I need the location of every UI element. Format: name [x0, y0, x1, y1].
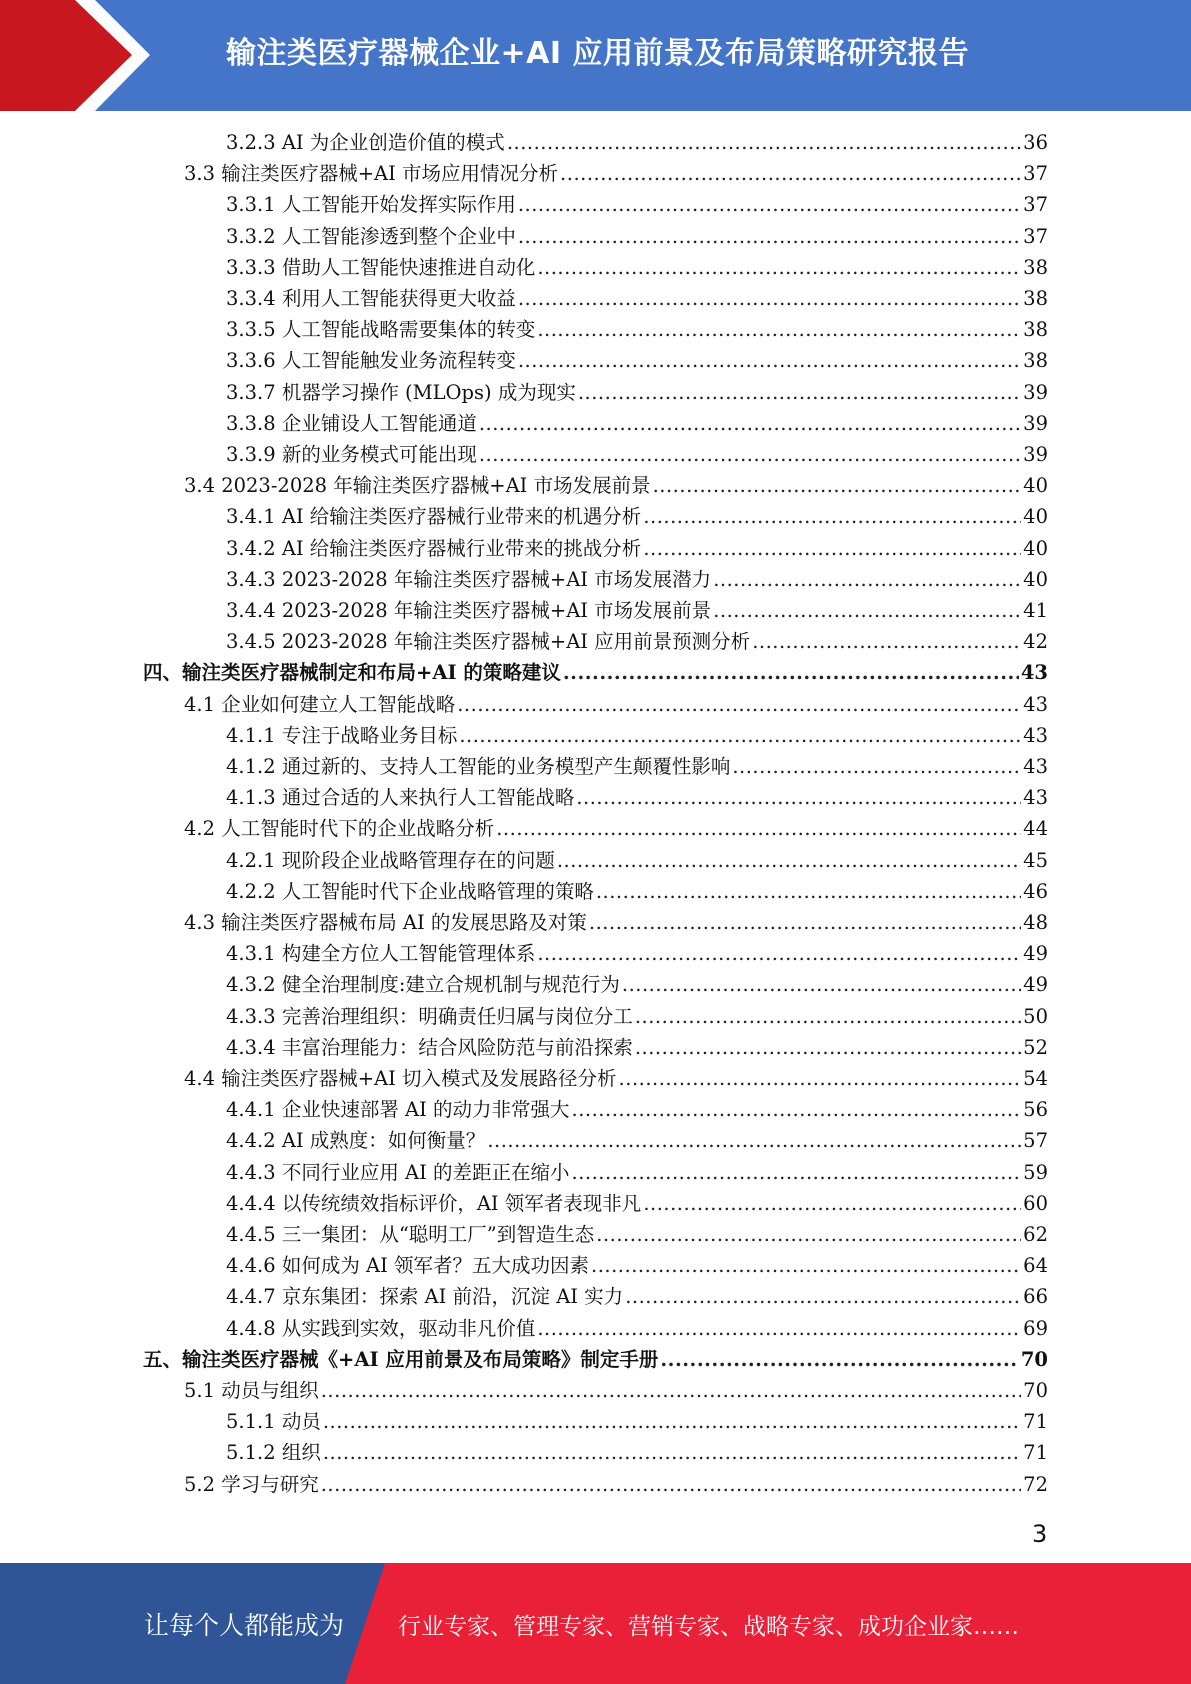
toc-entry[interactable] [226, 189, 1048, 220]
toc-entry-label: 3.3.3 借助人工智能快速推进自动化 [226, 255, 536, 279]
toc-entry-label: 4.2.2 人工智能时代下企业战略管理的策略 [226, 879, 594, 903]
toc-dot-leader [572, 1094, 1022, 1125]
toc-dot-leader [507, 127, 1021, 158]
toc-entry-label: 4.1 企业如何建立人工智能战略 [184, 692, 456, 716]
toc-entry-label: 4.4.4 以传统绩效指标评价，AI 领军者表现非凡 [226, 1191, 642, 1215]
toc-entry-page: 43 [1020, 661, 1048, 685]
toc-entry-page: 37 [1023, 162, 1048, 186]
toc-entry-label: 4.3.3 完善治理组织：明确责任归属与岗位分工 [226, 1004, 633, 1028]
toc-dot-leader [560, 158, 1021, 189]
toc-entry[interactable] [226, 1094, 1048, 1125]
toc-dot-leader [537, 314, 1021, 345]
toc-entry[interactable] [226, 1406, 1048, 1437]
toc-entry[interactable] [226, 439, 1048, 470]
toc-entry-label: 3.4.1 AI 给输注类医疗器械行业带来的机遇分析 [226, 505, 642, 529]
toc-dot-leader [518, 221, 1021, 252]
toc-dot-leader [596, 1219, 1021, 1250]
toc-entry-label: 3.3.2 人工智能渗透到整个企业中 [226, 224, 516, 248]
toc-dot-leader [653, 470, 1022, 501]
toc-entry-page: 48 [1023, 911, 1048, 934]
toc-entry[interactable] [226, 938, 1048, 969]
toc-dot-leader [596, 876, 1021, 907]
toc-entry-page: 70 [1023, 1379, 1048, 1402]
toc-entry-label: 3.4.4 2023-2028 年输注类医疗器械+AI 市场发展前景 [226, 599, 712, 622]
toc-entry[interactable] [226, 1219, 1048, 1250]
page-header [0, 0, 1191, 111]
toc-entry-page: 49 [1023, 942, 1048, 966]
toc-entry[interactable] [226, 283, 1048, 314]
toc-entry-page: 56 [1023, 1098, 1048, 1122]
toc-entry-label: 4.2 人工智能时代下的企业战略分析 [184, 817, 495, 841]
toc-dot-leader [518, 283, 1021, 314]
toc-entry[interactable] [143, 1344, 1048, 1375]
toc-entry-label: 4.4.3 不同行业应用 AI 的差距正在缩小 [226, 1160, 570, 1184]
toc-dot-leader [572, 1157, 1022, 1188]
toc-entry-page: 45 [1023, 848, 1048, 872]
toc-dot-leader [713, 595, 1021, 626]
toc-entry-page: 57 [1023, 1129, 1048, 1153]
toc-dot-leader [479, 439, 1021, 470]
toc-dot-leader [537, 1313, 1021, 1344]
toc-entry-label: 3.3 输注类医疗器械+AI 市场应用情况分析 [184, 162, 559, 186]
toc-entry-label: 5.2 学习与研究 [184, 1472, 319, 1496]
toc-entry-label: 5.1.2 组织 [226, 1441, 321, 1465]
toc-dot-leader [622, 969, 1021, 1000]
toc-entry-label: 3.3.5 人工智能战略需要集体的转变 [226, 318, 536, 342]
toc-entry-page: 40 [1023, 474, 1048, 498]
toc-entry[interactable] [226, 564, 1048, 595]
toc-dot-leader [496, 813, 1021, 844]
toc-entry-page: 37 [1023, 193, 1048, 217]
toc-entry[interactable] [226, 1281, 1048, 1312]
toc-entry[interactable] [184, 1375, 1048, 1406]
toc-entry-label: 3.3.9 新的业务模式可能出现 [226, 443, 477, 466]
toc-entry-label: 5.1 动员与组织 [184, 1379, 319, 1402]
toc-entry-page: 38 [1023, 255, 1048, 279]
toc-dot-leader [589, 907, 1021, 938]
toc-entry[interactable] [226, 252, 1048, 283]
toc-entry-page: 49 [1023, 973, 1048, 997]
toc-dot-leader [321, 1375, 1021, 1406]
toc-entry-page: 41 [1023, 599, 1048, 622]
report-title: 输注类医疗器械企业+AI 应用前景及布局策略研究报告 [226, 36, 969, 71]
toc-entry-page: 54 [1023, 1067, 1048, 1090]
toc-dot-leader [479, 408, 1021, 439]
toc-entry-label: 4.1.3 通过合适的人来执行人工智能战略 [226, 786, 575, 810]
toc-entry-page: 52 [1023, 1035, 1048, 1059]
toc-entry[interactable] [226, 626, 1048, 657]
toc-dot-leader [323, 1406, 1021, 1437]
footer-slogan-left: 让每个人都能成为 [144, 1611, 345, 1640]
toc-entry-label: 3.3.1 人工智能开始发挥实际作用 [226, 193, 516, 217]
toc-dot-leader [732, 751, 1021, 782]
toc-entry-label: 3.4 2023-2028 年输注类医疗器械+AI 市场发展前景 [184, 474, 651, 498]
toc-entry[interactable] [184, 470, 1048, 501]
toc-entry-label: 4.2.1 现阶段企业战略管理存在的问题 [226, 848, 555, 872]
toc-entry-label: 3.3.6 人工智能触发业务流程转变 [226, 349, 516, 373]
toc-entry[interactable] [226, 533, 1048, 564]
toc-entry-label: 4.1.2 通过新的、支持人工智能的业务模型产生颠覆性影响 [226, 755, 731, 778]
toc-dot-leader [323, 1437, 1021, 1468]
toc-entry[interactable] [226, 1188, 1048, 1219]
toc-dot-leader [537, 938, 1021, 969]
toc-entry[interactable] [184, 813, 1048, 844]
toc-entry-page: 44 [1023, 817, 1048, 841]
toc-entry[interactable] [184, 907, 1048, 938]
toc-entry[interactable] [226, 1437, 1048, 1468]
toc-entry[interactable] [226, 1313, 1048, 1344]
toc-dot-leader [635, 1032, 1021, 1063]
footer-slogan-right: 行业专家、管理专家、营销专家、战略专家、成功企业家…… [398, 1614, 1019, 1640]
toc-entry-label: 4.4.2 AI 成熟度：如何衡量？ [226, 1129, 486, 1153]
toc-entry-page: 43 [1023, 755, 1048, 778]
toc-entry-page: 42 [1023, 630, 1048, 654]
toc-entry[interactable] [226, 969, 1048, 1000]
toc-entry[interactable] [226, 1125, 1048, 1156]
toc-entry-page: 40 [1023, 567, 1048, 591]
toc-entry-page: 43 [1023, 786, 1048, 810]
toc-entry-page: 66 [1023, 1285, 1048, 1309]
toc-entry[interactable] [226, 345, 1048, 376]
toc-entry-page: 39 [1023, 443, 1048, 466]
toc-entry-page: 46 [1023, 879, 1048, 903]
toc-entry-page: 50 [1023, 1004, 1048, 1028]
toc-dot-leader [576, 782, 1021, 813]
toc-entry-page: 38 [1023, 287, 1048, 310]
page-footer [0, 1563, 1191, 1684]
toc-dot-leader [518, 189, 1021, 220]
toc-entry-page: 62 [1023, 1223, 1048, 1246]
toc-entry-label: 3.4.5 2023-2028 年输注类医疗器械+AI 应用前景预测分析 [226, 630, 751, 654]
toc-entry-label: 4.4.5 三一集团：从“聪明工厂”到智造生态 [226, 1223, 595, 1246]
toc-dot-leader [643, 1188, 1021, 1219]
toc-entry-label: 4.4 输注类医疗器械+AI 切入模式及发展路径分析 [184, 1067, 617, 1090]
toc-dot-leader [563, 657, 1019, 688]
toc-dot-leader [660, 1344, 1018, 1375]
toc-dot-leader [518, 345, 1021, 376]
toc-entry[interactable] [226, 221, 1048, 252]
toc-entry-label: 4.4.6 如何成为 AI 领军者？五大成功因素 [226, 1254, 589, 1278]
toc-dot-leader [643, 501, 1021, 532]
toc-entry[interactable] [226, 1032, 1048, 1063]
toc-entry-page: 72 [1023, 1472, 1048, 1496]
toc-entry-page: 37 [1023, 224, 1048, 248]
toc-entry-page: 38 [1023, 349, 1048, 373]
toc-dot-leader [459, 720, 1021, 751]
toc-entry-label: 3.3.7 机器学习操作 (MLOps) 成为现实 [226, 380, 576, 404]
toc-dot-leader [591, 1250, 1021, 1281]
toc-entry-label: 3.4.3 2023-2028 年输注类医疗器械+AI 市场发展潜力 [226, 567, 712, 591]
toc-entry-page: 40 [1023, 536, 1048, 560]
toc-dot-leader [619, 1063, 1022, 1094]
toc-dot-leader [557, 845, 1021, 876]
toc-dot-leader [635, 1001, 1021, 1032]
toc-entry[interactable] [226, 782, 1048, 813]
toc-entry[interactable] [184, 158, 1048, 189]
toc-entry-page: 39 [1023, 411, 1048, 435]
toc-entry-label: 3.3.8 企业铺设人工智能通道 [226, 411, 477, 435]
toc-dot-leader [643, 533, 1021, 564]
toc-entry-label: 3.4.2 AI 给输注类医疗器械行业带来的挑战分析 [226, 536, 642, 560]
toc-entry-label: 4.1.1 专注于战略业务目标 [226, 723, 458, 747]
toc-entry[interactable] [226, 314, 1048, 345]
toc-entry[interactable] [184, 1469, 1048, 1500]
toc-entry-label: 4.4.8 从实践到实效，驱动非凡价值 [226, 1316, 536, 1340]
toc-entry[interactable] [226, 876, 1048, 907]
toc-entry-page: 69 [1023, 1316, 1048, 1340]
toc-entry[interactable] [226, 501, 1048, 532]
toc-entry-page: 43 [1023, 692, 1048, 716]
toc-entry[interactable] [226, 377, 1048, 408]
toc-entry[interactable] [184, 689, 1048, 720]
toc-entry[interactable] [226, 845, 1048, 876]
toc-entry-label: 4.3.4 丰富治理能力：结合风险防范与前沿探索 [226, 1035, 633, 1059]
toc-entry[interactable] [184, 1063, 1048, 1094]
toc-entry-page: 39 [1023, 380, 1048, 404]
toc-dot-leader [578, 377, 1021, 408]
toc-entry-label: 3.3.4 利用人工智能获得更大收益 [226, 287, 516, 310]
page-number: 3 [1032, 1520, 1048, 1548]
toc-entry-page: 36 [1023, 131, 1048, 154]
toc-entry-label: 五、输注类医疗器械《+AI 应用前景及布局策略》制定手册 [143, 1347, 659, 1371]
toc-dot-leader [487, 1125, 1021, 1156]
toc-entry[interactable] [226, 127, 1048, 158]
toc-entry-label: 4.3.1 构建全方位人工智能管理体系 [226, 942, 536, 966]
toc-entry-page: 64 [1023, 1254, 1048, 1278]
toc-dot-leader [713, 564, 1021, 595]
toc-dot-leader [625, 1281, 1021, 1312]
toc-dot-leader [457, 689, 1021, 720]
toc-dot-leader [537, 252, 1021, 283]
toc-entry-page: 71 [1023, 1410, 1048, 1434]
toc-dot-leader [321, 1469, 1021, 1500]
toc-entry[interactable] [226, 408, 1048, 439]
toc-dot-leader [752, 626, 1021, 657]
toc-entry[interactable] [226, 1001, 1048, 1032]
toc-entry[interactable] [226, 720, 1048, 751]
toc-entry[interactable] [226, 1250, 1048, 1281]
toc-entry[interactable] [226, 1157, 1048, 1188]
toc-entry-page: 38 [1023, 318, 1048, 342]
toc-entry-page: 59 [1023, 1160, 1048, 1184]
toc-entry-page: 70 [1020, 1347, 1048, 1371]
toc-entry-label: 4.4.7 京东集团：探索 AI 前沿，沉淀 AI 实力 [226, 1285, 624, 1309]
toc-entry-label: 4.4.1 企业快速部署 AI 的动力非常强大 [226, 1098, 570, 1122]
toc-entry-page: 60 [1023, 1191, 1048, 1215]
toc-entry[interactable] [226, 595, 1048, 626]
toc-entry[interactable] [226, 751, 1048, 782]
toc-entry-label: 4.3 输注类医疗器械布局 AI 的发展思路及对策 [184, 911, 587, 934]
toc-entry-page: 71 [1023, 1441, 1048, 1465]
toc-entry-page: 40 [1023, 505, 1048, 529]
toc-entry[interactable] [143, 657, 1048, 688]
toc-entry-label: 四、输注类医疗器械制定和布局+AI 的策略建议 [143, 661, 561, 685]
toc-entry-label: 3.2.3 AI 为企业创造价值的模式 [226, 131, 505, 154]
toc-entry-label: 4.3.2 健全治理制度:建立合规机制与规范行为 [226, 973, 620, 997]
toc-entry-label: 5.1.1 动员 [226, 1410, 321, 1434]
toc-entry-page: 43 [1023, 723, 1048, 747]
